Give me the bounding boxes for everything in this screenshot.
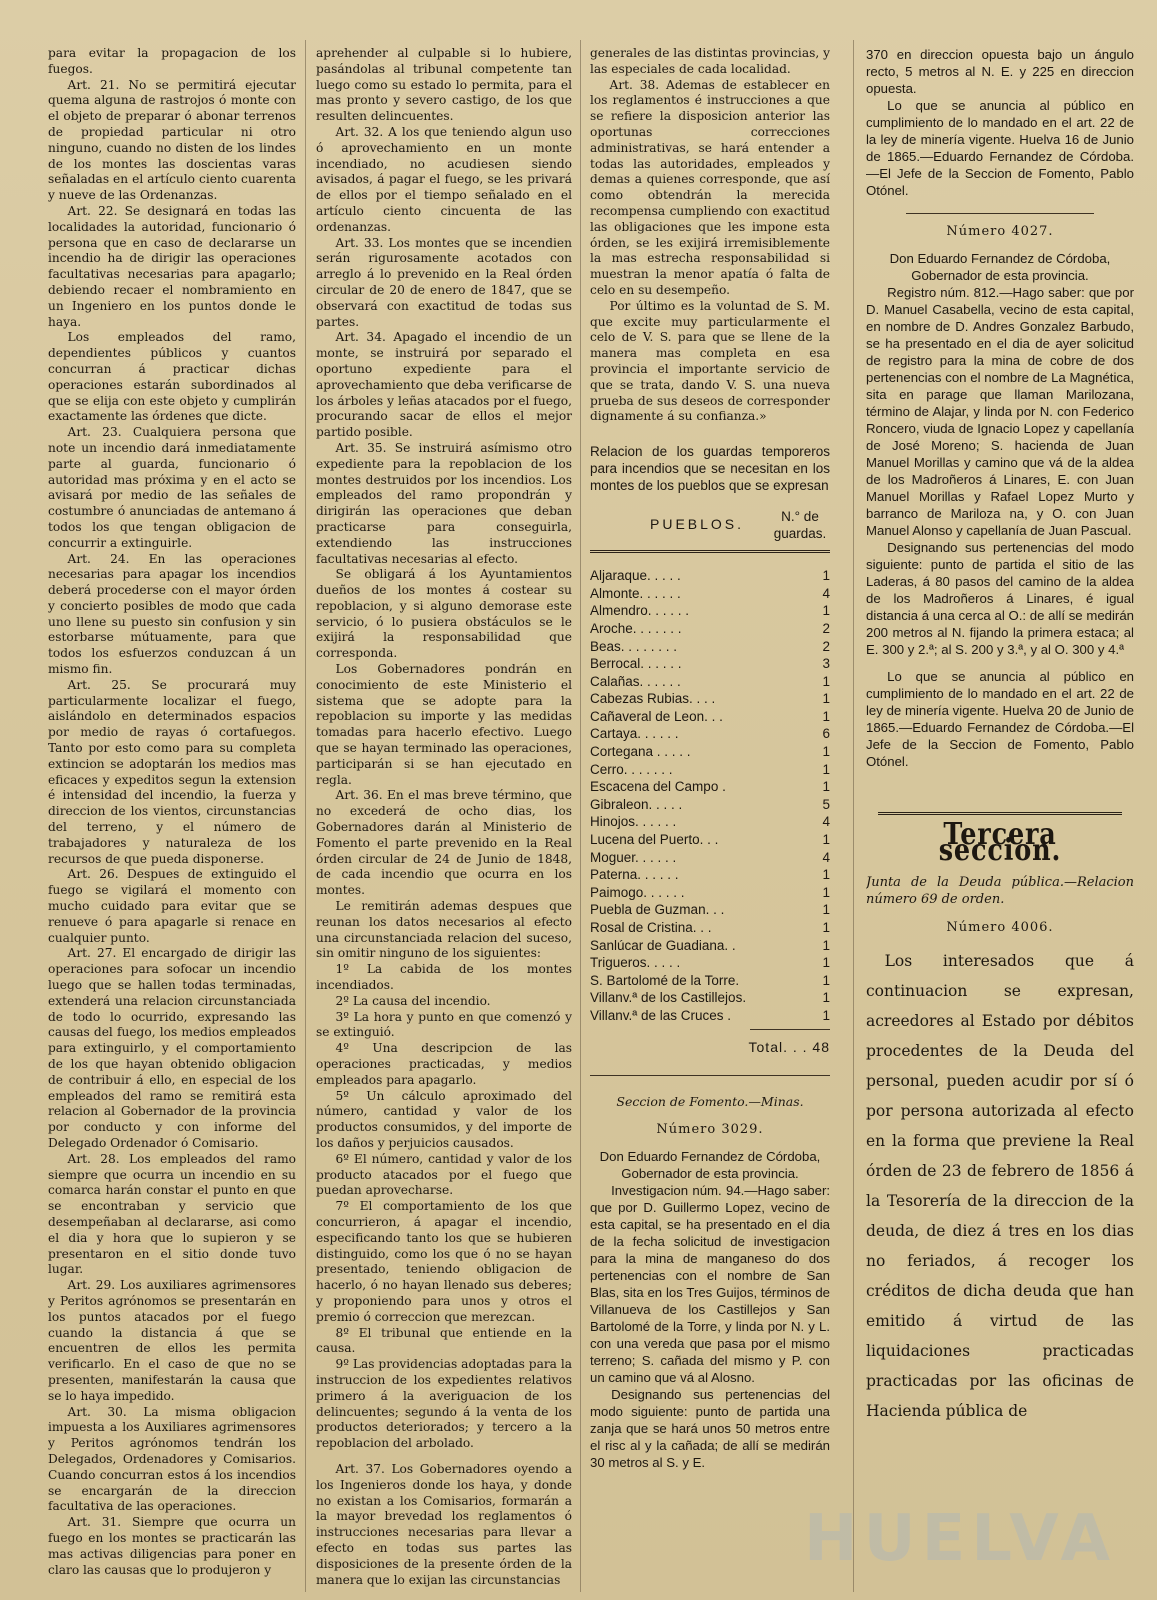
guard-count: 1 [822, 1007, 830, 1023]
table-row [590, 813, 830, 831]
column-1 [48, 46, 296, 1591]
pueblo-name: Almendro. . . . . . [590, 603, 690, 619]
table-row [590, 602, 830, 620]
list-item: 8º El tribunal que entiende en la causa. [316, 1325, 572, 1356]
table-row [590, 655, 830, 673]
mining-notice [590, 1148, 830, 1471]
paragraph: 370 en direccion opuesta bajo un ángulo recto, 5 metros al N. E. y 225 en direccion opuesta. [866, 47, 1134, 96]
article: Art. 31. Siempre que ocurra un fuego en los montes se practicarán las mas activas diligencias para poner en claro las causas que lo produjeron y [48, 1515, 296, 1577]
table-row [590, 638, 830, 656]
table-row [590, 690, 830, 708]
guard-count: 1 [822, 884, 830, 900]
paragraph: para evitar la propagacion de los fuegos. [48, 46, 296, 76]
paragraph: Por último es la voluntad de S. M. que excite muy particularmente el celo de V. S. para que se llene de la manera mas completa en esa provincia el importante servicio de que se trata, dando V. S. una nueva prueba de sus deseos de corresponder dignamente á su confianza.» [590, 298, 830, 424]
pueblo-name: S. Bartolomé de la Torre. [590, 972, 740, 988]
relacion-title: Relacion de los guardas temporeros para incendios que se necesitan en los montes de los pueblos que se expresan [590, 444, 830, 494]
table-row [590, 849, 830, 867]
table-row [590, 620, 830, 638]
pueblo-name: Paimogo. . . . . . [590, 884, 685, 900]
debt-notice [866, 946, 1134, 1426]
guard-count: 1 [822, 779, 830, 795]
article: Art. 35. Se instruirá asímismo otro expediente para la repoblacion de los montes destruidos por los incendios. Los empleados del ramo propondrán y dirigirán las operaciones que deban practicarse para conseguirla, extendiendo las instrucciones facultativas necesarias al efecto. [316, 440, 572, 566]
paragraph: Lo que se anuncia al público en cumplimiento de lo mandado en el art. 22 de la ley de minería vigente. Huelva 16 de Junio de 1865.—Eduardo Fernandez de Córdoba.—El Jefe de la Seccion de Fomento, Pablo Otónel. [866, 98, 1134, 198]
pueblo-name: Paterna. . . . . . [590, 867, 679, 883]
column-divider [853, 40, 854, 1592]
article: Art. 21. No se permitirá ejecutar quema alguna de rastrojos ó monte con el objeto de preparar ó abonar terrenos de propiedad particular ni otro ninguno, cuando no disten de los lindes de los montes las doscientas varas señaladas en el artículo ciento cuarenta y nueve de las Ordenanzas. [48, 77, 296, 203]
column-divider [305, 40, 306, 1592]
column-header-pueblos: PUEBLOS. [650, 516, 745, 533]
article: Art. 34. Apagado el incendio de un monte, se instruirá por separado el oportuno expediente para el aprovechamiento que deba verificarse de los árboles y leñas atacados por el fuego, procurando sacar de ellos el mejor partido posible. [316, 330, 572, 440]
guard-count: 1 [822, 867, 830, 883]
list-item: 1º La cabida de los montes incendiados. [316, 962, 572, 993]
guard-count: 4 [822, 814, 830, 830]
paragraph: Le remitirán ademas despues que reunan los datos necesarios al efecto una circunstanciada relacion del suceso, sin omitir ninguno de los siguientes: [316, 899, 572, 961]
table-total: Total. . . 48 [748, 1038, 830, 1055]
article: Art. 26. Despues de extinguido el fuego se vigilará el momento con mucho cuidado para evitar que se renueve ó para apagarle si renace en cualquier punto. [48, 867, 296, 945]
guard-count: 1 [822, 673, 830, 689]
pueblo-name: Aljaraque. . . . . [590, 568, 681, 584]
table-row [590, 743, 830, 761]
guard-count: 1 [822, 761, 830, 777]
paragraph: Los Gobernadores pondrán en conocimiento de este Ministerio el sistema que se adopte para la repoblacion su importe y las medidas tomadas para hacerlo efectivo. Luego que se hayan terminado las operaciones, participarán si se han ejecutado en regla. [316, 662, 572, 787]
guard-count: 1 [822, 744, 830, 760]
pueblo-name: Villanv.ª de las Cruces . [590, 1007, 732, 1023]
pueblo-name: Gibraleon. . . . . [590, 796, 683, 812]
paragraph: Se obligará á los Ayuntamientos dueños de los montes á costear su repoblacion, y si alguno demorase este servicio, ó lo pusiera obstáculos se le exijirá la responsabilidad que corresponda. [316, 567, 572, 661]
guard-count: 2 [822, 638, 830, 654]
pueblo-name: Calañas. . . . . . [590, 673, 681, 689]
article: Art. 24. En las operaciones necesarias para apagar los incendios deberá procederse con el mayor órden y concierto posibles de modo que cada uno llene su puesto sin confusion y sin estorbarse mútuamente, para que todos los esfuerzos conduzcan á un mismo fin. [48, 551, 296, 677]
table-row [590, 972, 830, 990]
guard-count: 1 [822, 603, 830, 619]
guards-table [590, 567, 830, 1024]
notice-number: Número 3029. [656, 1122, 764, 1138]
table-row [590, 884, 830, 902]
pueblo-name: Almonte. . . . . . [590, 585, 681, 601]
pueblo-name: Hinojos. . . . . . [590, 814, 677, 830]
column-divider [580, 40, 581, 1592]
notice-number: Número 4006. [946, 920, 1054, 936]
pueblo-name: Escacena del Campo . [590, 779, 726, 795]
section-rule [590, 1075, 830, 1076]
column-header-guardas: N.° de guardas. [773, 509, 827, 542]
pueblo-name: Trigueros. . . . . [590, 955, 681, 971]
paragraph: generales de las distintas provincias, y las especiales de cada localidad. [590, 46, 830, 76]
guard-count: 2 [822, 620, 830, 636]
table-rule [590, 550, 830, 553]
paragraph: Investigacion núm. 94.—Hago saber: que por D. Guillermo Lopez, vecino de esta capital, se ha presentado en el dia de la fecha solicitud de investigacion para la mina de manganeso do dos pertenencias con el nombre de San Blas, sita en los Tres Guijos, términos de Villanueva de los Castillejos y San Bartolomé de la Torre, y linda por N. y L. con una vereda que pasa por el mismo terreno; S. cañada del mismo y P. con un camino que vá al Alosno. [590, 1182, 830, 1385]
pueblo-name: Aroche. . . . . . . [590, 620, 682, 636]
article: Art. 30. La misma obligacion impuesta a los Auxiliares agrimensores y Peritos agrónomos tendrán los Delegados, Ordenadores y Comisarios. Cuando concurran estos á los incendios se encargarán de la direccion facultativa de las operaciones. [48, 1404, 296, 1514]
library-watermark: HUELVA [804, 1502, 1116, 1576]
table-row [590, 567, 830, 585]
paragraph: Registro núm. 812.—Hago saber: que por D. Manuel Casabella, vecino de esta capital, en nombre de D. Andres Gonzalez Barbudo, se ha presentado en el dia de ayer solicitud de registro para la mina de cobre de dos pertenencias con el nombre de La Magnética, sita en parage que llaman Marilozana, término de Alajar, y linda por N. con Federico Roncero, viuda de Ignacio Lopez y capellanía de José Moreno; S. hacienda de Juan Manuel Morillas y camino que vá de la aldea de los Madroñeros á Linares, E. con Juan Manuel Morillas y Rafael Lopez Murto y barranco de Mariloza na, y O. con Juan Manuel Alonso y capellanía de Juan Pascual. [866, 284, 1134, 538]
list-item: 4º Una descripcion de las operaciones practicadas, y medios empleados para apagarlo. [316, 1041, 572, 1087]
list-item: 5º Un cálculo aproximado del número, cantidad y valor de los productos consumidos, y del importe de los daños y perjuicios causados. [316, 1088, 572, 1150]
guard-count: 4 [822, 585, 830, 601]
table-row [590, 725, 830, 743]
guard-count: 1 [822, 568, 830, 584]
notice-number: Número 4027. [946, 224, 1054, 239]
guard-count: 1 [822, 920, 830, 935]
pueblo-name: Sanlúcar de Guadiana. . [590, 937, 736, 953]
article: Art. 33. Los montes que se incendien serán rigurosamente acotados con arreglo á lo prevenido en la Real órden circular de 20 de enero de 1847, que se observará con exactitud de todas sus partes. [316, 235, 572, 329]
column-4 [866, 46, 1134, 1591]
table-row [590, 937, 830, 955]
column-3 [590, 46, 830, 1591]
junta-heading: Junta de la Deuda pública.—Relacion número 69 de orden. [866, 875, 1134, 908]
guard-count: 1 [822, 955, 830, 971]
paragraph: aprehender al culpable si lo hubiere, pasándolas al tribunal competente tan luego como su estado lo permita, para el mas pronto y severo castigo, de los que resulten delincuentes. [316, 46, 572, 124]
pueblo-name: Cabezas Rubias. . . . [590, 691, 716, 707]
guard-count: 1 [822, 990, 830, 1006]
article: Art. 32. A los que teniendo algun uso ó aprovechamiento en un monte incendiado, no acudiesen siendo avisados, á pagar el fuego, se les privará de ellos por el tiempo señalado en el artículo ciento cincuenta de las ordenanzas. [316, 124, 572, 234]
table-row [590, 919, 830, 937]
article: Art. 28. Los empleados del ramo siempre que ocurra un incendio en su comarca harán constar el punto en que se encontraban y servicio que desempeñaban al declararse, asi como el dia y hora que lo supieron y se presentaron en el sitio donde tuvo lugar. [48, 1151, 296, 1277]
paragraph: Designando sus pertenencias del modo siguiente: punto de partida una zanja que se hará unos 50 metros entre el risc al y la cañada; de allí se medirán 30 metros al S. y E. [590, 1386, 830, 1470]
table-row [590, 901, 830, 919]
guard-count: 6 [822, 726, 830, 742]
table-row [590, 796, 830, 814]
table-row [590, 585, 830, 603]
table-row [590, 954, 830, 972]
guard-count: 3 [822, 656, 830, 672]
article: Art. 27. El encargado de dirigir las operaciones para sofocar un incendio luego que se hallen todas terminadas, extenderá una relacion circunstanciada de todo lo ocurrido, expresando las causas del fuego, los medios empleados para extinguirlo, y el comportamiento de los que hayan obtenido obligacion de contribuir á ello, en especial de los empleados del ramo se remitirá esta relacion al Gobernador de la provincia por conducto y con informe del Delegado Ordenador ó Comisario. [48, 946, 296, 1150]
pueblo-name: Moguer. . . . . . [590, 849, 677, 865]
section-heading: Tercera seccion. [938, 816, 1062, 868]
pueblo-name: Cortegana . . . . . [590, 744, 691, 760]
paragraph: Los interesados que á continuacion se expresan, acreedores al Estado por débitos procedentes de la Deuda del personal, pueden acudir por sí ó por persona autorizada al efecto en la forma que previene la Real órden de 23 de febrero de 1856 á la Tesorería de la direccion de la deuda, de diez á tres en los dias no feriados, á recoger los créditos de dicha deuda que han emitido á virtud de las liquidaciones practicadas practicadas por las oficinas de Hacienda pública de [866, 952, 1134, 1421]
table-row [590, 866, 830, 884]
section-separator [878, 812, 1122, 815]
guard-count: 1 [822, 972, 830, 988]
guard-count: 1 [822, 832, 830, 848]
list-item: 3º La hora y punto en que comenzó y se extinguió. [316, 1009, 572, 1040]
section-title: Seccion de Fomento.—Minas. [616, 1094, 804, 1110]
paragraph: Don Eduardo Fernandez de Córdoba, Gobernador de esta provincia. [599, 1148, 821, 1181]
paragraph: Designando sus pertenencias del modo siguiente: punto de partida el sitio de las Laderas, á 80 pasos del camino de la aldea de los Madroñeros á Linares, é igual distancia á una cerca al O.: de allí se medirán 200 metros al N. fijando la primera estaca; al E. 300 y 2.ª; al S. 200 y 3.ª, y al O. 300 y 4.ª [866, 539, 1134, 657]
column-2 [316, 46, 572, 1591]
article: Art. 23. Cualquiera persona que note un incendio dará inmediatamente parte al guarda, funcionario ó autoridad mas próxima y en el acto se avisará por medio de las señales de costumbre ó anunciadas de antemano á todos los que tengan obligacion de concurrir a extinguirle. [48, 425, 296, 550]
table-row [590, 708, 830, 726]
article: Art. 36. En el mas breve término, que no excederá de ocho dias, los Gobernadores darán al Ministerio de Fomento el parte prevenido en la Real órden circular de 24 de Junio de 1848, de cada incendio que ocurra en los montes. [316, 788, 572, 898]
guard-count: 1 [822, 708, 830, 724]
list-item: 7º El comportamiento de los que concurrieron, á apagar el incendio, especificando tanto los que se hubieren distinguido, como los que ó no se hayan presentado, teniendo obligacion de hacerlo, ó no hayan llenado sus deberes; y proponiendo para unos y otros el premio ó correccion que merezcan. [316, 1199, 572, 1324]
guard-count: 5 [822, 796, 830, 812]
pueblo-name: Villanv.ª de los Castillejos. [590, 990, 747, 1006]
pueblo-name: Lucena del Puerto. . . [590, 832, 719, 848]
pueblo-name: Rosal de Cristina. . . [590, 920, 712, 935]
table-row [590, 831, 830, 849]
notice-rule [906, 213, 1094, 214]
guard-count: 4 [822, 849, 830, 865]
pueblo-name: Beas. . . . . . . . [590, 638, 678, 654]
paragraph: Los empleados del ramo, dependientes públicos y cuantos concurran á practicar dichas operaciones estarán subordinados al que se elija con este objeto y cumplirán exactamente las órdenes que dicte. [48, 330, 296, 424]
guard-count: 1 [822, 691, 830, 707]
guard-count: 1 [822, 937, 830, 953]
list-item: 9º Las providencias adoptadas para la instruccion de los expedientes relativos primero á la averiguacion de los delincuentes; segundo á la venta de los productos deteriorados; y tercero a la repoblacion del arbolado. [316, 1357, 572, 1451]
pueblo-name: Berrocal. . . . . . [590, 656, 682, 672]
pueblo-name: Cerro. . . . . . . [590, 761, 673, 777]
pueblo-name: Puebla de Guzman. . . [590, 902, 725, 918]
list-item: 6º El número, cantidad y valor de los producto atacados por el fuego que puedan aprovecharse. [316, 1151, 572, 1198]
table-header [590, 508, 830, 542]
table-row [590, 778, 830, 796]
pueblo-name: Cartaya. . . . . . [590, 726, 679, 742]
paragraph: Don Eduardo Fernandez de Córdoba, Gobernador de esta provincia. [889, 250, 1111, 283]
table-row [590, 1007, 830, 1025]
notice-continuation [866, 46, 1134, 199]
article: Art. 37. Los Gobernadores oyendo a los Ingenieros donde los haya, y donde no existan a los Comisarios, formarán a la mayor brevedad los reglamentos ó instrucciones necesarias para llevar a efecto en todas sus partes las disposiciones de la presente órden de la manera que lo exijan las circunstancias [316, 1461, 572, 1587]
article: Art. 22. Se designará en todas las localidades la autoridad, funcionario ó persona que en caso de declararse un incendio ha de dirigir las operaciones facultativas necesarias para apagarlo; debiendo recaer el nombramiento en un Ingeniero en los puntos donde le haya. [48, 203, 296, 329]
article: Art. 25. Se procurará muy particularmente localizar el fuego, aislándolo en determinados espacios por medio de rayas ó cortafuegos. Tanto por esto como para su completa extincion se adoptarán los medios mas eficaces y expeditos segun la extension é intensidad del incendio, la fuerza y direccion de los vientos, circunstancias del terreno, y el número de trabajadores y naturaleza de los recursos de que pueda disponerse. [48, 677, 296, 866]
registry-notice [866, 250, 1134, 770]
pueblo-name: Cañaveral de Leon. . . [590, 708, 723, 724]
article: Art. 38. Ademas de establecer en los reglamentos é instrucciones a que se refiere la disposicion anterior las oportunas correcciones administrativas, se hará entender a todas las autoridades, empleados y demas a quienes corresponde, que así como obtendrán la merecida recompensa cumpliendo con exactitud las obligaciones que les impone esta órden, se les exijirá irremisiblemente la mas estrecha responsabilidad si muestran la menor apatía ó falta de celo en su desempeño. [590, 77, 830, 297]
paragraph: Lo que se anuncia al público en cumplimiento de lo mandado en el art. 22 de ley de minería vigente. Huelva 20 de Junio de 1865.—Eduardo Fernandez de Córdoba.—El Jefe de la Seccion de Fomento, Pablo Otónel. [866, 668, 1134, 769]
table-row [590, 673, 830, 691]
article: Art. 29. Los auxiliares agrimensores y Peritos agrónomos se presentarán en los puntos atacados por el fuego cuando la distancia á que se encuentren de ellos les permita verificarlo. En el caso de que no se presenten, manifestarán la causa que se lo haya impedido. [48, 1278, 296, 1403]
total-rule [750, 1029, 830, 1030]
list-item: 2º La causa del incendio. [335, 993, 491, 1008]
table-row [590, 761, 830, 779]
table-row [590, 989, 830, 1007]
guard-count: 1 [822, 902, 830, 918]
